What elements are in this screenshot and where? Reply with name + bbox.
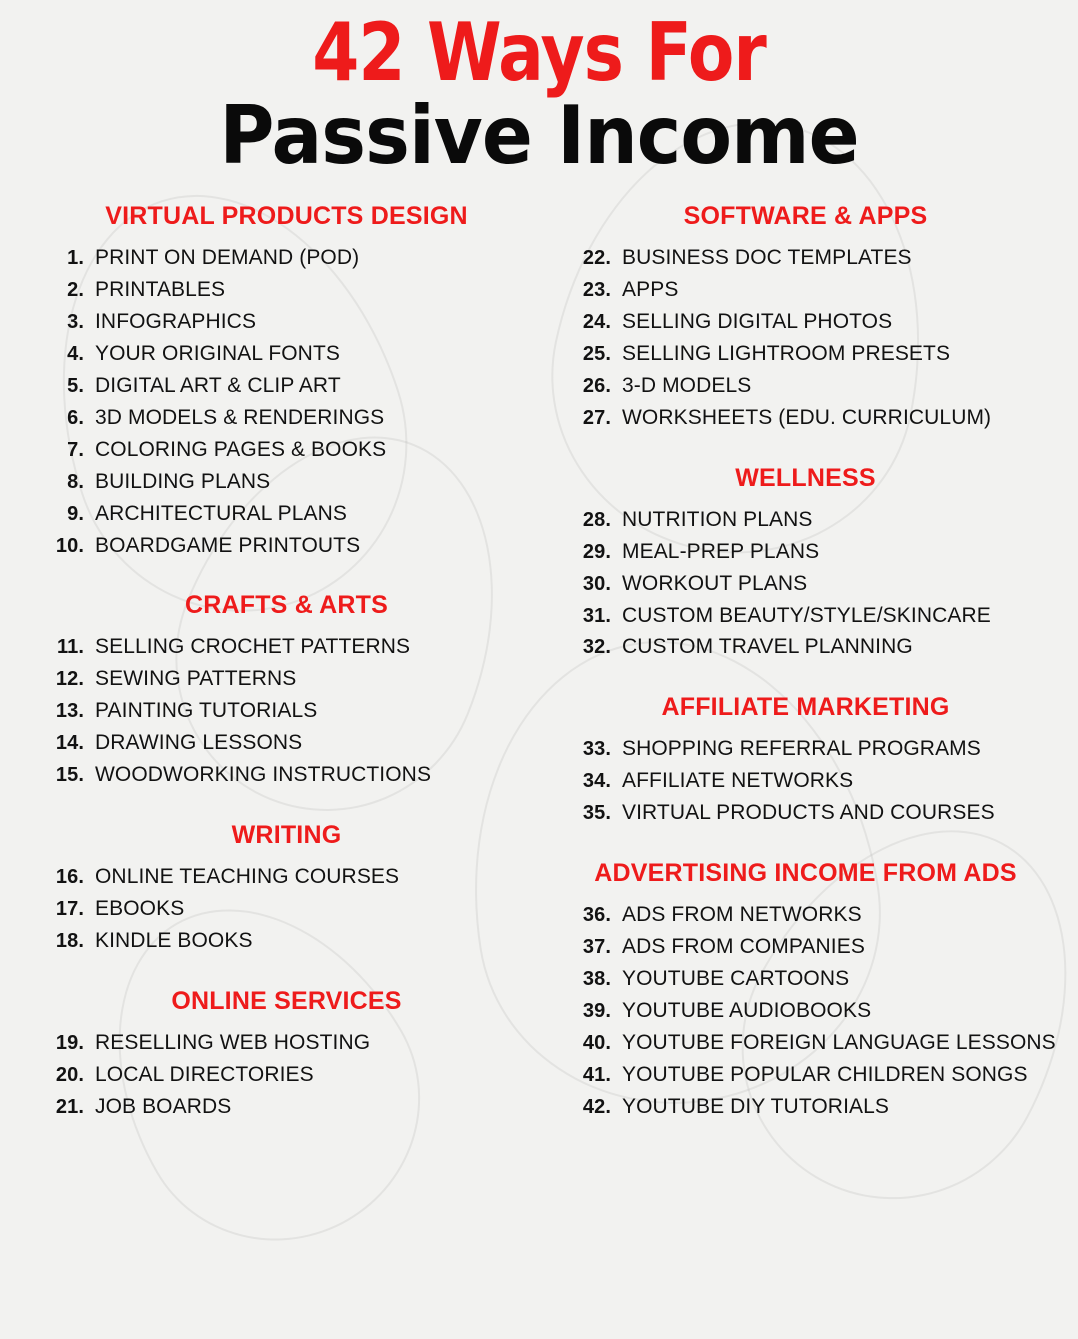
list-item (44, 402, 529, 434)
item-label: INFOGRAPHICS (95, 310, 257, 334)
section-heading: WRITING (231, 820, 342, 849)
item-number: 4. (67, 343, 84, 366)
item-number: 22. (582, 247, 611, 270)
item-label: 3D MODELS & RENDERINGS (95, 405, 385, 429)
list-item (44, 1027, 529, 1059)
item-number: 9. (67, 502, 84, 525)
item-label: ADS FROM COMPANIES (622, 934, 865, 958)
item-number: 2. (67, 279, 84, 302)
item-number: 21. (55, 1095, 84, 1118)
list-item (563, 600, 1048, 632)
section-heading: VIRTUAL PRODUCTS DESIGN (105, 202, 468, 231)
item-number: 11. (57, 636, 84, 659)
item-label: ADS FROM NETWORKS (622, 903, 862, 927)
content-columns (26, 200, 1056, 1132)
section-virtual-products-design (44, 200, 529, 561)
list-crafts-arts (44, 631, 529, 791)
item-number: 8. (67, 470, 84, 493)
list-item (44, 1091, 529, 1123)
left-column (26, 200, 539, 1132)
list-item (563, 370, 1048, 402)
list-item (44, 663, 529, 695)
item-number: 29. (582, 540, 611, 563)
item-label: EBOOKS (95, 896, 185, 920)
list-item (563, 306, 1048, 338)
list-software-apps (563, 242, 1048, 433)
item-label: PRINT ON DEMAND (POD) (95, 246, 360, 270)
item-number: 26. (582, 375, 611, 398)
right-column (539, 200, 1056, 1132)
item-number: 36. (582, 904, 611, 927)
item-number: 3. (67, 311, 84, 334)
list-item (563, 733, 1048, 765)
item-number: 38. (582, 967, 611, 990)
item-number: 28. (582, 508, 611, 531)
item-label: SHOPPING REFERRAL PROGRAMS (622, 737, 981, 761)
item-number: 6. (67, 406, 84, 429)
item-label: COLORING PAGES & BOOKS (95, 437, 387, 461)
list-item (44, 242, 529, 274)
item-number: 10. (55, 534, 84, 557)
list-item (44, 925, 529, 957)
list-item (44, 861, 529, 893)
item-number: 35. (582, 802, 611, 825)
item-label: BOARDGAME PRINTOUTS (95, 533, 361, 557)
item-label: SELLING DIGITAL PHOTOS (622, 310, 893, 334)
item-number: 40. (582, 1031, 611, 1054)
item-label: YOUTUBE DIY TUTORIALS (622, 1094, 889, 1118)
section-affiliate-marketing (563, 691, 1048, 829)
list-item (563, 1091, 1048, 1123)
section-online-services (44, 985, 529, 1123)
list-item (563, 931, 1048, 963)
item-label: LOCAL DIRECTORIES (95, 1062, 314, 1086)
list-affiliate-marketing (563, 733, 1048, 829)
list-item (44, 530, 529, 562)
list-item (44, 338, 529, 370)
item-number: 33. (582, 738, 611, 761)
item-number: 1. (67, 247, 84, 270)
list-item (563, 504, 1048, 536)
item-number: 7. (67, 438, 84, 461)
section-heading: CRAFTS & ARTS (184, 591, 389, 620)
item-label: DIGITAL ART & CLIP ART (95, 374, 341, 398)
list-item (563, 1027, 1056, 1059)
item-label: SELLING CROCHET PATTERNS (95, 635, 411, 659)
list-item (44, 727, 529, 759)
list-virtual-products-design (44, 242, 529, 561)
list-item (563, 274, 1048, 306)
item-label: WORKOUT PLANS (622, 571, 808, 595)
item-label: PAINTING TUTORIALS (95, 699, 318, 723)
list-item (44, 466, 529, 498)
section-heading: ONLINE SERVICES (171, 986, 402, 1015)
item-number: 17. (55, 897, 84, 920)
item-number: 30. (582, 572, 611, 595)
item-number: 31. (582, 604, 611, 627)
item-number: 20. (55, 1063, 84, 1086)
item-label: SEWING PATTERNS (95, 667, 297, 691)
section-writing (44, 819, 529, 957)
list-item (44, 370, 529, 402)
item-label: ARCHITECTURAL PLANS (95, 501, 348, 525)
item-label: ONLINE TEACHING COURSES (95, 864, 400, 888)
list-wellness (563, 504, 1048, 664)
item-number: 34. (582, 770, 611, 793)
item-label: YOUTUBE CARTOONS (622, 966, 850, 990)
list-item (563, 631, 1048, 663)
item-number: 27. (582, 406, 611, 429)
list-item (44, 893, 529, 925)
title-line-one: 42 Ways For (312, 6, 766, 99)
item-number: 24. (582, 311, 611, 334)
item-label: YOUTUBE POPULAR CHILDREN SONGS (622, 1062, 1028, 1086)
title-line-two: Passive Income (219, 89, 859, 183)
item-label: KINDLE BOOKS (95, 928, 253, 952)
item-number: 18. (55, 929, 84, 952)
section-heading: AFFILIATE MARKETING (661, 693, 950, 722)
list-item (44, 631, 529, 663)
list-item (44, 498, 529, 530)
list-item (44, 759, 529, 791)
list-item (563, 242, 1048, 274)
section-crafts-arts (44, 589, 529, 791)
item-label: 3-D MODELS (622, 374, 752, 398)
section-advertising-income-from-ads (563, 857, 1056, 1122)
item-number: 19. (55, 1031, 84, 1054)
list-item (44, 434, 529, 466)
item-label: VIRTUAL PRODUCTS AND COURSES (622, 801, 995, 825)
item-number: 15. (55, 764, 84, 787)
item-label: YOUTUBE AUDIOBOOKS (622, 998, 872, 1022)
section-software-apps (563, 200, 1048, 433)
item-label: BUSINESS DOC TEMPLATES (622, 246, 912, 270)
item-number: 14. (55, 732, 84, 755)
item-number: 41. (582, 1063, 611, 1086)
item-label: DRAWING LESSONS (95, 731, 303, 755)
item-label: NUTRITION PLANS (622, 507, 813, 531)
item-number: 37. (582, 935, 611, 958)
item-number: 39. (582, 999, 611, 1022)
section-heading: WELLNESS (735, 463, 876, 492)
item-label: BUILDING PLANS (95, 469, 271, 493)
item-label: PRINTABLES (95, 278, 226, 302)
list-item (44, 274, 529, 306)
item-label: WOODWORKING INSTRUCTIONS (95, 763, 432, 787)
section-heading: SOFTWARE & APPS (683, 202, 928, 231)
list-item (563, 568, 1048, 600)
item-number: 25. (582, 343, 611, 366)
list-item (563, 536, 1048, 568)
list-item (563, 1059, 1048, 1091)
list-online-services (44, 1027, 529, 1123)
list-item (563, 995, 1048, 1027)
item-label: CUSTOM BEAUTY/STYLE/SKINCARE (622, 603, 991, 627)
item-label: SELLING LIGHTROOM PRESETS (622, 342, 951, 366)
item-label: JOB BOARDS (95, 1094, 232, 1118)
list-writing (44, 861, 529, 957)
item-number: 32. (582, 636, 611, 659)
section-wellness (563, 462, 1048, 664)
item-label: RESELLING WEB HOSTING (95, 1030, 371, 1054)
item-label: YOUR ORIGINAL FONTS (95, 342, 340, 366)
item-label: WORKSHEETS (EDU. CURRICULUM) (622, 405, 992, 429)
list-item (563, 797, 1048, 829)
list-item (563, 963, 1048, 995)
item-label: CUSTOM TRAVEL PLANNING (622, 635, 913, 659)
list-advertising (563, 899, 1056, 1122)
section-heading: ADVERTISING INCOME FROM ADS (594, 859, 1017, 888)
item-number: 23. (582, 279, 611, 302)
list-item (44, 306, 529, 338)
list-item (44, 695, 529, 727)
list-item (563, 402, 1048, 434)
item-label: MEAL-PREP PLANS (622, 539, 820, 563)
item-label: APPS (622, 278, 679, 302)
list-item (563, 338, 1048, 370)
list-item (563, 765, 1048, 797)
list-item (563, 899, 1048, 931)
list-item (44, 1059, 529, 1091)
item-label: AFFILIATE NETWORKS (622, 769, 854, 793)
item-label: YOUTUBE FOREIGN LANGUAGE LESSONS (622, 1030, 1056, 1054)
page-title (26, 0, 1052, 183)
item-number: 12. (55, 668, 84, 691)
item-number: 13. (55, 700, 84, 723)
item-number: 16. (55, 865, 84, 888)
item-number: 42. (582, 1095, 611, 1118)
item-number: 5. (67, 375, 84, 398)
